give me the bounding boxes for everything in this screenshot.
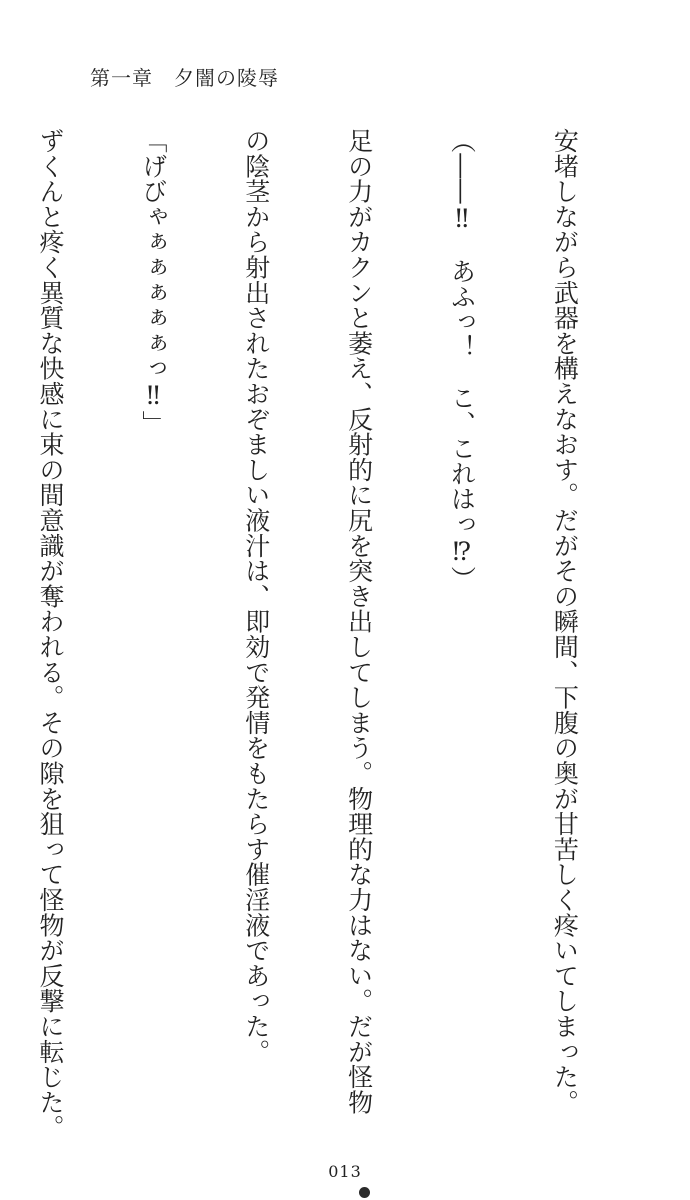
body-text (0, 128, 650, 1138)
text-line: ずくんと疼く異質な快感に束の間意識が奪われる。その隙を狙って怪物が反撃に転じた。 (35, 128, 65, 1140)
page-number: 013 (328, 1162, 362, 1181)
text-line: 足の力がカクンと萎え、反射的に尻を突き出してしまう。物理的な力はない。だが怪物 (344, 128, 374, 1115)
text-line: （――‼ あふっ！ こ、これはっ⁉） (447, 128, 477, 592)
text-line: 安堵しながら武器を構えなおす。だがその瞬間、下腹の奥が甘苦しく疼いてしまった。 (550, 128, 580, 1115)
page-dot-ornament (359, 1187, 370, 1198)
chapter-header: 第一章 夕闇の陵辱 (90, 66, 279, 90)
text-line: 「げびゃぁぁぁぁぁっ‼」 (138, 128, 168, 436)
text-line: の陰茎から射出されたおぞましい液汁は、即効で発情をもたらす催淫液であった。 (241, 128, 271, 1065)
